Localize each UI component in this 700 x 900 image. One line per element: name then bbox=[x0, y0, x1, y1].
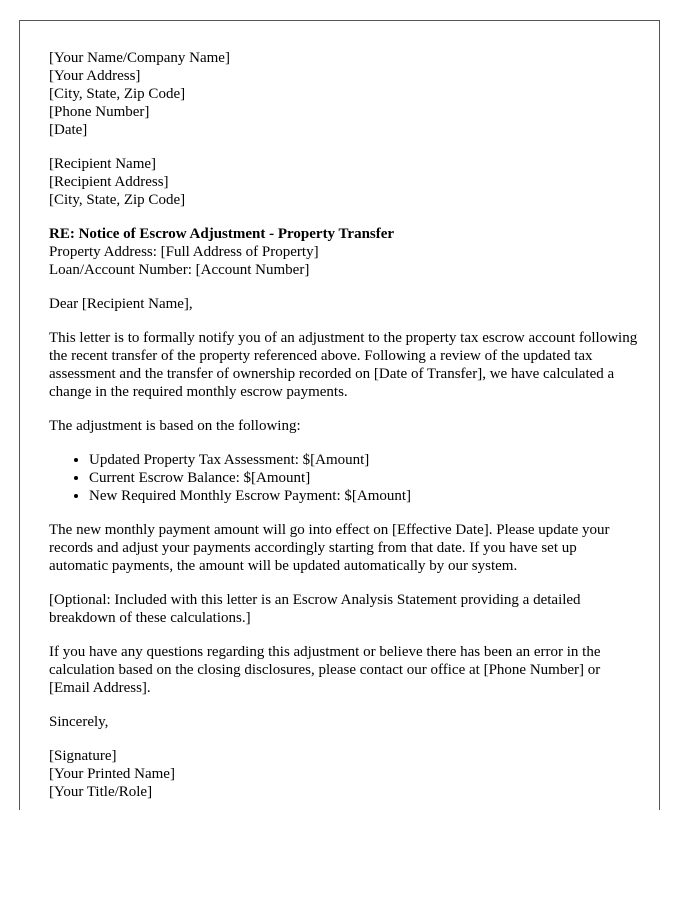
letter-page bbox=[19, 20, 660, 810]
property-address-line: Property Address: [Full Address of Property] bbox=[49, 244, 319, 260]
adjustment-list bbox=[49, 451, 639, 505]
sender-block bbox=[49, 49, 639, 139]
body-paragraph-2: The adjustment is based on the following: bbox=[49, 418, 301, 434]
sender-city-state-zip: [City, State, Zip Code] bbox=[49, 86, 186, 102]
printed-name: [Your Printed Name] bbox=[49, 766, 175, 782]
body-paragraph-3: The new monthly payment amount will go into effect on [Effective Date]. Please update your records and adjust your payments accordingly starting from that date. If you have set up automatic payments, the amount will be updated automatically by our system. bbox=[49, 522, 610, 574]
body-paragraph-4: [Optional: Included with this letter is an Escrow Analysis Statement providing a detailed breakdown of these calculations.] bbox=[49, 592, 581, 626]
sender-address: [Your Address] bbox=[49, 68, 141, 84]
letter-content bbox=[49, 49, 639, 810]
loan-number-line: Loan/Account Number: [Account Number] bbox=[49, 262, 310, 278]
list-item: • Current Escrow Balance: $[Amount] bbox=[89, 469, 639, 487]
list-item: • Updated Property Tax Assessment: $[Amount] bbox=[89, 451, 639, 469]
recipient-city-state-zip: [City, State, Zip Code] bbox=[49, 192, 186, 208]
valediction: Sincerely, bbox=[49, 714, 109, 730]
subject-line: RE: Notice of Escrow Adjustment - Property Transfer bbox=[49, 226, 395, 242]
body-paragraph-5: If you have any questions regarding this adjustment or believe there has been an error in the calculation based on the closing disclosures, please contact our office at [Phone Number] or [Email Address]. bbox=[49, 644, 601, 696]
subject-block bbox=[49, 225, 639, 279]
sender-phone: [Phone Number] bbox=[49, 104, 150, 120]
salutation: Dear [Recipient Name], bbox=[49, 296, 193, 312]
sender-name: [Your Name/Company Name] bbox=[49, 50, 230, 66]
recipient-block bbox=[49, 155, 639, 209]
signature-block bbox=[49, 747, 639, 801]
signature: [Signature] bbox=[49, 748, 117, 764]
body-paragraph-1: This letter is to formally notify you of an adjustment to the property tax escrow account following the recent transfer of the property referenced above. Following a review of the updated tax assessment and the transfer of ownership recorded on [Date of Transfer], we have calculated a change in the required monthly escrow payments. bbox=[49, 330, 638, 400]
letter-date: [Date] bbox=[49, 122, 88, 138]
signer-title: [Your Title/Role] bbox=[49, 784, 153, 800]
list-item: • New Required Monthly Escrow Payment: $[Amount] bbox=[89, 487, 639, 505]
recipient-name: [Recipient Name] bbox=[49, 156, 157, 172]
recipient-address: [Recipient Address] bbox=[49, 174, 169, 190]
